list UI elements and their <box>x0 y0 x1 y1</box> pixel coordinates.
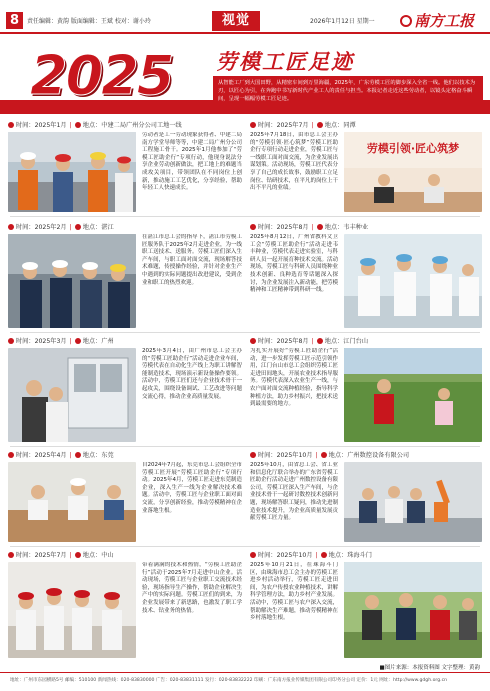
photo <box>344 234 482 328</box>
card-header: 时间：2025年10月 | 地点：广州数控设备有限公司 <box>250 450 482 461</box>
clock-icon <box>250 552 256 558</box>
card-time: 2025年7月 <box>34 552 67 559</box>
clock-icon <box>250 452 256 458</box>
card-place: 东莞 <box>101 452 114 459</box>
story-card <box>8 120 242 212</box>
row-divider <box>10 216 480 217</box>
photo-workers-factory <box>8 234 136 328</box>
card-place: 江门台山 <box>343 338 369 345</box>
card-time: 2025年10月 <box>276 552 313 559</box>
location-pin-icon <box>321 552 327 558</box>
photo-workshop-demo <box>8 462 136 542</box>
photo <box>8 234 136 328</box>
hero-year: 2025 <box>30 44 173 107</box>
card-place: 珠海斗门 <box>347 552 372 559</box>
location-pin-icon <box>321 452 327 458</box>
print-info: 地址：广州市东园横路5号 邮编：510100 新闻热线：020-83830000 广告：020-83831111 发行：020-83832222 印刷：广东南方报业传媒集团有限公司印务分公司 定价：1元 网址：http://www.gdgh.org.cn <box>10 678 448 683</box>
event-banner-text: 劳模引领·匠心筑梦 <box>366 142 460 155</box>
card-header: 时间：2025年7月 | 地点：中山 <box>8 550 242 561</box>
card-header: 时间：2025年7月 | 地点：同潭 <box>250 120 482 131</box>
card-place: 湛江 <box>101 224 114 231</box>
photo-robot-arm-factory <box>344 462 482 542</box>
photo <box>344 132 482 212</box>
location-pin-icon <box>317 122 323 128</box>
card-place: 地点：同潭 <box>324 122 356 129</box>
location-pin-icon <box>75 338 81 344</box>
photo-farm-visit <box>344 562 482 658</box>
card-text: 在湛江市总工会的指导下，湛江市劳模工匠服务队于2025年2月走进企业，为一线职工送技术、送服务。劳模工匠们深入生产车间，与职工面对面交流，现场解答技术难题，传授操作经验，并针对企业生产中遇到的实际问题提出改进建议，受到企业和职工的热烈欢迎。 <box>142 234 242 286</box>
card-place: 广州 <box>101 338 114 345</box>
photo <box>344 462 482 542</box>
card-header: 时间：2025年2月 | 地点：湛江 <box>8 222 242 233</box>
location-pin-icon <box>75 224 81 230</box>
clock-icon <box>8 338 14 344</box>
photo <box>8 562 136 658</box>
location-pin-icon <box>317 224 323 230</box>
photo-production-line <box>8 348 136 442</box>
story-card <box>8 550 242 658</box>
card-place: 中山 <box>101 552 114 559</box>
row-divider <box>10 446 480 447</box>
hero-banner <box>0 34 490 116</box>
photo-exchange-session <box>344 132 482 212</box>
card-time: 2025年3月 <box>34 338 67 345</box>
masthead <box>0 0 490 34</box>
row-divider <box>10 332 480 333</box>
page-number: 8 <box>6 12 23 29</box>
location-pin-icon <box>75 552 81 558</box>
logo-mark-icon <box>400 15 412 27</box>
card-header: 时间：2025年8月 | 地点：韦丰种业 <box>250 222 482 233</box>
card-time: 2025年10月 <box>276 452 313 459</box>
card-text: 2025年10月21日，在珠海斗门区，由珠海市总工会主办的劳模工匠进乡村活动举行，劳模工匠走进田间，为农户传授农业种植技术，讲解科学管理方法，助力乡村产业发展。活动中，劳模工匠与农户深入交流，帮助解决生产难题，推动劳模精神在乡村落地生根。 <box>250 562 338 622</box>
story-card <box>250 222 482 328</box>
card-time: 2025年7月 <box>276 122 309 129</box>
card-place: 中建二局广州分公司工地一线 <box>101 122 182 129</box>
clock-icon <box>8 452 14 458</box>
logo-text: 南方工报 <box>414 12 475 30</box>
story-card <box>250 550 482 658</box>
clock-icon <box>250 338 256 344</box>
card-text: 为扎实开展好“劳模工匠助企行”活动，进一步发挥劳模工匠示范引领作用，江门台山市总工会组织劳模工匠走进田间地头，开展农业技术指导服务。劳模代表深入农业生产一线，与农户面对面交流种植经验，指导科学种植方法，助力乡村振兴，把技术送到最需要的地方。 <box>250 348 338 408</box>
story-card <box>250 336 482 442</box>
issue-date: 2026年1月12日 星期一 <box>310 18 375 25</box>
story-card <box>250 450 482 542</box>
card-text: 2025年7月18日，由市总工会主办的“劳模引领·匠心筑梦”劳模工匠助企行专项行动走进企业，劳模工匠与一线职工面对面交流，为企业发展出谋划策。活动现场，劳模工匠代表分享了自己的成长故事，鼓励职工立足岗位、钻研技术，在平凡的岗位上干出不平凡的业绩。 <box>250 132 338 192</box>
card-place: 韦丰种业 <box>343 224 369 231</box>
card-time: 2025年1月 <box>34 122 67 129</box>
photo <box>344 562 482 658</box>
editor-credits: 责任编辑：黄韵 版面编辑：王斌 校对：谢小玲 <box>27 18 151 25</box>
card-text: 2025年10月，由省总工会、省工业和信息化厅联合举办的广东省劳模工匠助企行活动走进广州数控设备有限公司，劳模工匠深入生产车间，与企业技术骨干一起研讨数控技术创新问题，现场解答职工疑问，推动先进制造业技术提升，为企业高质量发展贡献劳模工匠力量。 <box>250 462 338 522</box>
card-header: 时间：2025年10月 | 地点：珠海斗门 <box>250 550 482 561</box>
location-pin-icon <box>317 338 323 344</box>
clock-icon <box>8 552 14 558</box>
card-header: 时间：2025年1月 | 地点：中建二局广州分公司工地一线 <box>8 120 242 131</box>
hero-title: 劳模工匠足迹 <box>216 50 354 74</box>
story-card <box>250 120 482 212</box>
card-header: 时间：2025年8月 | 地点：江门台山 <box>250 336 482 347</box>
card-header: 时间：2025年3月 | 地点：广州 <box>8 336 242 347</box>
story-card <box>8 336 242 442</box>
page-footer <box>0 665 490 691</box>
card-time: 2025年2月 <box>34 224 67 231</box>
photo <box>8 462 136 542</box>
card-text: 带着满满的技术和热情，“劳模工匠助企行”活动于2025年7月走进中山企业。活动现场，劳模工匠与企业职工交流技术经验，现场指导生产操作，帮助企业解决生产中的实际问题。劳模工匠们的到来，为企业发展带来了新思路，也激发了职工学技术、钻业务的热情。 <box>142 562 242 614</box>
card-text: 自2024年7月起，东莞市总工会组织全市劳模工匠开展“劳模工匠助企行”专项行动。2025年4月，劳模工匠走进东莞制造企业，深入生产一线为企业解决技术难题。活动中，劳模工匠与企业职工面对面交流，分享创新经验，推动劳模精神在企业落地生根。 <box>142 462 242 514</box>
hero-intro: 从智能工厂到大国田野，从精密车间到万里海疆，2025年，广东劳模工匠的脚步深入全省一线。他们以技术为刃，以匠心为引，在奔跑中书写新时代产业工人的责任与担当。本报记者走近这些劳动者，以镜头定格奋斗瞬间，呈现一幅幅劳模工匠足迹。 <box>213 76 483 112</box>
photo <box>344 348 482 442</box>
photo-workers-helmets <box>8 132 136 212</box>
card-text: 2025年3月4日，由广州市总工会主办的“劳模工匠助企行”活动走进企业车间，劳模代表在自动化生产线上为职工讲解智能制造技术，现场演示新设备操作要领。活动中，劳模工匠们还与企业技术骨干一起攻关，围绕设备调试、工艺改进等问题交流心得，推动企业高质量发展。 <box>142 348 242 400</box>
photo <box>8 132 136 212</box>
photo <box>8 348 136 442</box>
photo-rice-field <box>344 348 482 442</box>
card-text: 劳动者是工一劳动现象获得者、中建二局南方学堂导师等等，中建二局广州分公司工程施工骨干。2025年1月他参加了“劳模工匠助企行”专项行动，他现身说法分享企业劳动创新做法，把工地上的难题当成攻关项目，带领团队在不同岗位上创新，推动施工工艺优化，分享经验，帮助年轻工人快速成长。 <box>142 132 242 192</box>
card-time: 2025年8月 <box>276 224 309 231</box>
clock-icon <box>250 122 256 128</box>
photo-lab-researchers <box>344 234 482 328</box>
story-card <box>8 222 242 328</box>
card-header: 时间：2025年4月 | 地点：东莞 <box>8 450 242 461</box>
clock-icon <box>8 122 14 128</box>
location-pin-icon <box>75 122 81 128</box>
row-divider <box>10 546 480 547</box>
section-tag: 视觉 <box>212 11 260 31</box>
card-text: 2025年8月12日，广州省教科文卫工会“劳模工匠助企行”活动走进韦丰种业，劳模代表走进实验室，与科研人员一起开展育种技术交流。活动现场，劳模工匠与科研人员围绕种业技术创新、良种选育等话题深入探讨，为企业发展注入新动能，把劳模精神和工匠精神带到科研一线。 <box>250 234 338 294</box>
card-place: 广州数控设备有限公司 <box>347 452 410 459</box>
story-card <box>8 450 242 542</box>
clock-icon <box>250 224 256 230</box>
card-time: 2025年4月 <box>34 452 67 459</box>
photo-credits: ■图片来源：本报资料图 文字整理：黄韵 <box>379 665 480 671</box>
photo-group-workers <box>8 562 136 658</box>
card-time: 2025年8月 <box>276 338 309 345</box>
location-pin-icon <box>75 452 81 458</box>
newspaper-logo <box>400 10 474 31</box>
clock-icon <box>8 224 14 230</box>
